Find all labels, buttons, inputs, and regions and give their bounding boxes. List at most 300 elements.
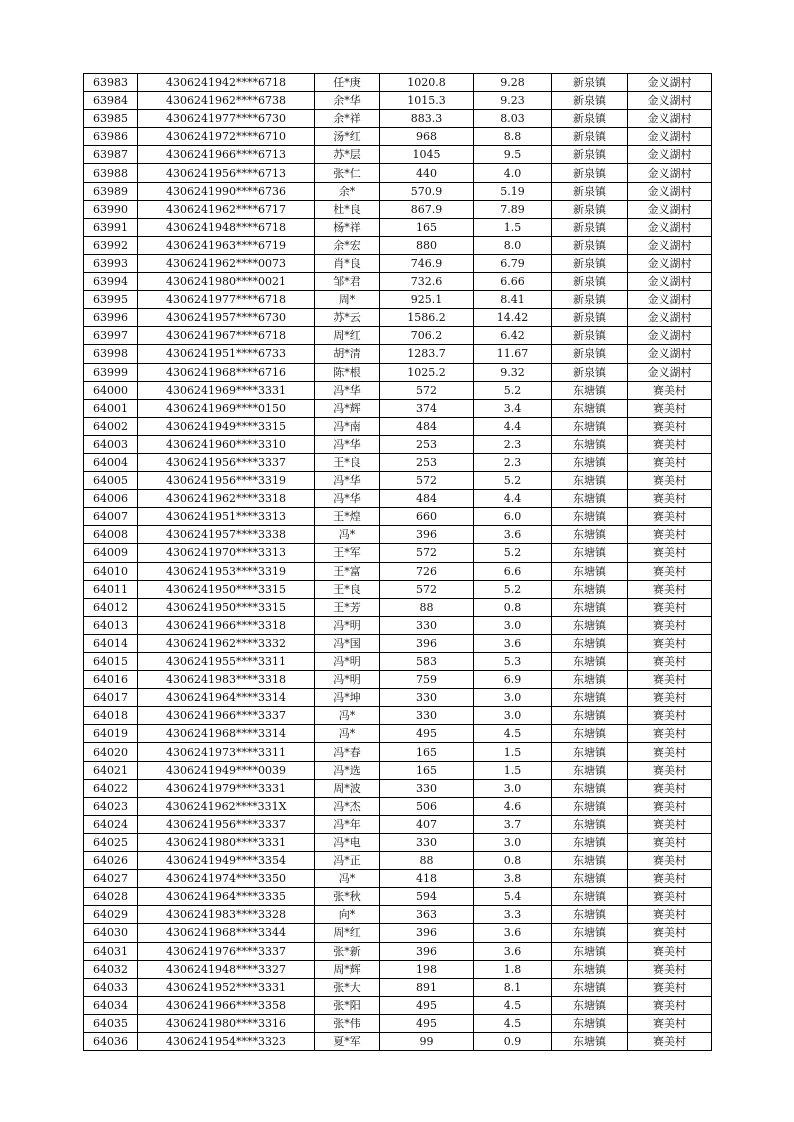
table-row (84, 526, 712, 544)
cell-amount: 880 (380, 236, 474, 254)
cell-amount: 660 (380, 508, 474, 526)
cell-town: 东塘镇 (552, 381, 628, 399)
cell-village: 赛美村 (628, 417, 712, 435)
cell-row-number: 64006 (84, 490, 138, 508)
cell-town: 东塘镇 (552, 526, 628, 544)
cell-amount: 330 (380, 689, 474, 707)
cell-row-number: 64016 (84, 671, 138, 689)
cell-value: 3.8 (474, 870, 552, 888)
cell-name: 周*红 (315, 327, 380, 345)
cell-row-number: 64018 (84, 707, 138, 725)
cell-name: 肖*良 (315, 254, 380, 272)
cell-name: 冯* (315, 707, 380, 725)
cell-value: 3.0 (474, 779, 552, 797)
table-row (84, 634, 712, 652)
cell-village: 金义湖村 (628, 110, 712, 128)
cell-value: 9.23 (474, 92, 552, 110)
table-row (84, 960, 712, 978)
table-row (84, 345, 712, 363)
cell-id-number: 4306241962****3318 (138, 490, 315, 508)
cell-village: 赛美村 (628, 399, 712, 417)
cell-town: 东塘镇 (552, 580, 628, 598)
table-row (84, 381, 712, 399)
cell-town: 东塘镇 (552, 453, 628, 471)
cell-amount: 925.1 (380, 291, 474, 309)
cell-town: 东塘镇 (552, 906, 628, 924)
cell-name: 冯*国 (315, 634, 380, 652)
cell-id-number: 4306241967****6718 (138, 327, 315, 345)
cell-value: 5.4 (474, 888, 552, 906)
cell-value: 6.42 (474, 327, 552, 345)
cell-village: 金义湖村 (628, 128, 712, 146)
cell-name: 任*庚 (315, 74, 380, 92)
cell-row-number: 63997 (84, 327, 138, 345)
table-row (84, 399, 712, 417)
cell-id-number: 4306241956****3319 (138, 472, 315, 490)
cell-name: 余*华 (315, 92, 380, 110)
cell-amount: 363 (380, 906, 474, 924)
cell-id-number: 4306241966****3337 (138, 707, 315, 725)
cell-amount: 891 (380, 978, 474, 996)
cell-town: 东塘镇 (552, 852, 628, 870)
cell-town: 东塘镇 (552, 634, 628, 652)
cell-amount: 572 (380, 472, 474, 490)
cell-amount: 484 (380, 417, 474, 435)
cell-village: 赛美村 (628, 833, 712, 851)
cell-id-number: 4306241968****3344 (138, 924, 315, 942)
cell-name: 余* (315, 182, 380, 200)
cell-town: 东塘镇 (552, 562, 628, 580)
cell-value: 3.4 (474, 399, 552, 417)
cell-value: 8.8 (474, 128, 552, 146)
cell-town: 东塘镇 (552, 978, 628, 996)
cell-value: 4.6 (474, 797, 552, 815)
cell-id-number: 4306241960****3310 (138, 435, 315, 453)
table-row (84, 689, 712, 707)
cell-row-number: 63995 (84, 291, 138, 309)
cell-amount: 407 (380, 815, 474, 833)
cell-amount: 746.9 (380, 254, 474, 272)
cell-row-number: 64015 (84, 653, 138, 671)
cell-id-number: 4306241962****0073 (138, 254, 315, 272)
cell-village: 金义湖村 (628, 92, 712, 110)
cell-town: 东塘镇 (552, 725, 628, 743)
cell-name: 汤*红 (315, 128, 380, 146)
table-row (84, 870, 712, 888)
cell-village: 金义湖村 (628, 291, 712, 309)
cell-amount: 594 (380, 888, 474, 906)
cell-value: 6.6 (474, 562, 552, 580)
cell-name: 冯*华 (315, 490, 380, 508)
cell-row-number: 64004 (84, 453, 138, 471)
cell-name: 王*煌 (315, 508, 380, 526)
cell-village: 赛美村 (628, 671, 712, 689)
table-row (84, 273, 712, 291)
table-row (84, 653, 712, 671)
cell-amount: 570.9 (380, 182, 474, 200)
cell-village: 金义湖村 (628, 74, 712, 92)
cell-row-number: 63989 (84, 182, 138, 200)
cell-village: 金义湖村 (628, 164, 712, 182)
cell-amount: 330 (380, 707, 474, 725)
cell-amount: 1586.2 (380, 309, 474, 327)
cell-village: 赛美村 (628, 544, 712, 562)
cell-value: 5.3 (474, 653, 552, 671)
cell-id-number: 4306241949****0039 (138, 761, 315, 779)
cell-name: 张*大 (315, 978, 380, 996)
cell-village: 赛美村 (628, 743, 712, 761)
cell-village: 赛美村 (628, 653, 712, 671)
cell-town: 东塘镇 (552, 996, 628, 1014)
cell-village: 赛美村 (628, 634, 712, 652)
cell-row-number: 64030 (84, 924, 138, 942)
cell-amount: 330 (380, 616, 474, 634)
cell-value: 4.4 (474, 490, 552, 508)
cell-id-number: 4306241977****6730 (138, 110, 315, 128)
cell-village: 赛美村 (628, 580, 712, 598)
cell-village: 金义湖村 (628, 273, 712, 291)
cell-row-number: 63993 (84, 254, 138, 272)
cell-row-number: 63990 (84, 200, 138, 218)
cell-name: 向* (315, 906, 380, 924)
cell-id-number: 4306241956****3337 (138, 453, 315, 471)
cell-row-number: 64028 (84, 888, 138, 906)
table-row (84, 888, 712, 906)
cell-village: 金义湖村 (628, 363, 712, 381)
cell-town: 东塘镇 (552, 616, 628, 634)
cell-town: 东塘镇 (552, 472, 628, 490)
table-row (84, 852, 712, 870)
cell-row-number: 63985 (84, 110, 138, 128)
cell-row-number: 63992 (84, 236, 138, 254)
cell-id-number: 4306241980****3331 (138, 833, 315, 851)
table-row (84, 128, 712, 146)
cell-value: 9.32 (474, 363, 552, 381)
cell-id-number: 4306241983****3318 (138, 671, 315, 689)
table-row (84, 92, 712, 110)
cell-value: 14.42 (474, 309, 552, 327)
cell-town: 新泉镇 (552, 182, 628, 200)
cell-name: 冯*坤 (315, 689, 380, 707)
cell-village: 赛美村 (628, 1014, 712, 1032)
cell-row-number: 63998 (84, 345, 138, 363)
cell-id-number: 4306241964****3314 (138, 689, 315, 707)
cell-town: 新泉镇 (552, 236, 628, 254)
cell-name: 王*良 (315, 453, 380, 471)
cell-name: 杜*良 (315, 200, 380, 218)
cell-value: 3.6 (474, 634, 552, 652)
cell-village: 赛美村 (628, 381, 712, 399)
cell-town: 东塘镇 (552, 870, 628, 888)
cell-value: 3.6 (474, 526, 552, 544)
table-row (84, 942, 712, 960)
cell-town: 东塘镇 (552, 707, 628, 725)
table-row (84, 833, 712, 851)
cell-value: 8.1 (474, 978, 552, 996)
table-row (84, 200, 712, 218)
cell-town: 东塘镇 (552, 888, 628, 906)
cell-town: 新泉镇 (552, 218, 628, 236)
cell-amount: 374 (380, 399, 474, 417)
cell-id-number: 4306241963****6719 (138, 236, 315, 254)
cell-village: 金义湖村 (628, 345, 712, 363)
cell-row-number: 63996 (84, 309, 138, 327)
cell-town: 东塘镇 (552, 1032, 628, 1050)
cell-amount: 495 (380, 1014, 474, 1032)
cell-amount: 1020.8 (380, 74, 474, 92)
cell-row-number: 64007 (84, 508, 138, 526)
cell-name: 余*祥 (315, 110, 380, 128)
cell-value: 8.41 (474, 291, 552, 309)
cell-name: 冯*华 (315, 472, 380, 490)
cell-village: 赛美村 (628, 707, 712, 725)
cell-name: 冯* (315, 725, 380, 743)
cell-name: 张*秋 (315, 888, 380, 906)
cell-town: 东塘镇 (552, 435, 628, 453)
cell-village: 赛美村 (628, 797, 712, 815)
cell-value: 8.03 (474, 110, 552, 128)
cell-row-number: 64012 (84, 598, 138, 616)
cell-row-number: 64008 (84, 526, 138, 544)
cell-value: 9.28 (474, 74, 552, 92)
cell-id-number: 4306241948****3327 (138, 960, 315, 978)
cell-id-number: 4306241949****3354 (138, 852, 315, 870)
cell-row-number: 64014 (84, 634, 138, 652)
cell-name: 冯*电 (315, 833, 380, 851)
cell-id-number: 4306241962****3332 (138, 634, 315, 652)
cell-id-number: 4306241970****3313 (138, 544, 315, 562)
cell-id-number: 4306241969****3331 (138, 381, 315, 399)
cell-town: 东塘镇 (552, 399, 628, 417)
cell-row-number: 64034 (84, 996, 138, 1014)
cell-row-number: 63987 (84, 146, 138, 164)
cell-amount: 396 (380, 924, 474, 942)
cell-id-number: 4306241962****6717 (138, 200, 315, 218)
cell-row-number: 64000 (84, 381, 138, 399)
cell-village: 赛美村 (628, 761, 712, 779)
cell-value: 3.3 (474, 906, 552, 924)
table-row (84, 254, 712, 272)
table-row (84, 110, 712, 128)
cell-town: 东塘镇 (552, 779, 628, 797)
cell-row-number: 64025 (84, 833, 138, 851)
cell-row-number: 63991 (84, 218, 138, 236)
cell-id-number: 4306241956****6713 (138, 164, 315, 182)
cell-name: 冯*杰 (315, 797, 380, 815)
cell-amount: 1025.2 (380, 363, 474, 381)
cell-value: 5.2 (474, 544, 552, 562)
cell-value: 2.3 (474, 453, 552, 471)
cell-name: 苏*层 (315, 146, 380, 164)
table-row (84, 779, 712, 797)
cell-name: 王*军 (315, 544, 380, 562)
cell-town: 东塘镇 (552, 653, 628, 671)
table-row (84, 924, 712, 942)
cell-row-number: 64023 (84, 797, 138, 815)
cell-village: 赛美村 (628, 942, 712, 960)
cell-town: 新泉镇 (552, 327, 628, 345)
cell-value: 0.9 (474, 1032, 552, 1050)
table-row (84, 453, 712, 471)
cell-id-number: 4306241953****3319 (138, 562, 315, 580)
cell-row-number: 64032 (84, 960, 138, 978)
cell-village: 赛美村 (628, 508, 712, 526)
table-row (84, 417, 712, 435)
cell-village: 赛美村 (628, 490, 712, 508)
cell-id-number: 4306241955****3311 (138, 653, 315, 671)
cell-town: 新泉镇 (552, 254, 628, 272)
cell-row-number: 64002 (84, 417, 138, 435)
cell-village: 赛美村 (628, 870, 712, 888)
cell-id-number: 4306241950****3315 (138, 580, 315, 598)
cell-value: 3.6 (474, 924, 552, 942)
cell-village: 赛美村 (628, 689, 712, 707)
cell-row-number: 63986 (84, 128, 138, 146)
cell-value: 4.5 (474, 1014, 552, 1032)
cell-value: 6.0 (474, 508, 552, 526)
cell-amount: 1045 (380, 146, 474, 164)
cell-town: 新泉镇 (552, 273, 628, 291)
cell-row-number: 63983 (84, 74, 138, 92)
cell-row-number: 63999 (84, 363, 138, 381)
cell-value: 3.6 (474, 942, 552, 960)
cell-value: 0.8 (474, 852, 552, 870)
cell-id-number: 4306241973****3311 (138, 743, 315, 761)
table-row (84, 797, 712, 815)
cell-village: 赛美村 (628, 616, 712, 634)
cell-amount: 418 (380, 870, 474, 888)
cell-id-number: 4306241957****6730 (138, 309, 315, 327)
cell-id-number: 4306241968****6716 (138, 363, 315, 381)
cell-id-number: 4306241972****6710 (138, 128, 315, 146)
cell-id-number: 4306241957****3338 (138, 526, 315, 544)
cell-name: 周*波 (315, 779, 380, 797)
cell-value: 1.5 (474, 761, 552, 779)
cell-row-number: 63994 (84, 273, 138, 291)
cell-town: 东塘镇 (552, 689, 628, 707)
cell-village: 金义湖村 (628, 236, 712, 254)
cell-name: 冯*华 (315, 435, 380, 453)
cell-id-number: 4306241966****6713 (138, 146, 315, 164)
cell-id-number: 4306241962****6738 (138, 92, 315, 110)
table-row (84, 435, 712, 453)
cell-amount: 867.9 (380, 200, 474, 218)
data-table (83, 73, 712, 1051)
cell-row-number: 64027 (84, 870, 138, 888)
cell-village: 赛美村 (628, 779, 712, 797)
table-row (84, 236, 712, 254)
cell-town: 新泉镇 (552, 92, 628, 110)
cell-id-number: 4306241969****0150 (138, 399, 315, 417)
cell-value: 4.5 (474, 996, 552, 1014)
cell-village: 金义湖村 (628, 327, 712, 345)
cell-village: 赛美村 (628, 472, 712, 490)
table-row (84, 472, 712, 490)
cell-value: 11.67 (474, 345, 552, 363)
cell-amount: 572 (380, 381, 474, 399)
cell-value: 3.7 (474, 815, 552, 833)
cell-village: 赛美村 (628, 725, 712, 743)
cell-amount: 198 (380, 960, 474, 978)
cell-id-number: 4306241976****3337 (138, 942, 315, 960)
cell-town: 东塘镇 (552, 544, 628, 562)
table-row (84, 490, 712, 508)
cell-name: 冯*明 (315, 653, 380, 671)
table-row (84, 598, 712, 616)
table-row (84, 327, 712, 345)
cell-town: 东塘镇 (552, 743, 628, 761)
table-row (84, 544, 712, 562)
cell-name: 冯*春 (315, 743, 380, 761)
cell-row-number: 64022 (84, 779, 138, 797)
cell-row-number: 64035 (84, 1014, 138, 1032)
cell-village: 赛美村 (628, 526, 712, 544)
table-row (84, 707, 712, 725)
cell-amount: 88 (380, 598, 474, 616)
cell-town: 东塘镇 (552, 960, 628, 978)
cell-amount: 583 (380, 653, 474, 671)
table-body (84, 74, 712, 1051)
cell-value: 4.4 (474, 417, 552, 435)
cell-row-number: 64036 (84, 1032, 138, 1050)
cell-amount: 726 (380, 562, 474, 580)
cell-id-number: 4306241983****3328 (138, 906, 315, 924)
cell-amount: 759 (380, 671, 474, 689)
cell-town: 东塘镇 (552, 761, 628, 779)
cell-value: 8.0 (474, 236, 552, 254)
cell-village: 金义湖村 (628, 200, 712, 218)
cell-value: 0.8 (474, 598, 552, 616)
cell-village: 金义湖村 (628, 254, 712, 272)
cell-village: 赛美村 (628, 598, 712, 616)
cell-name: 陈*根 (315, 363, 380, 381)
cell-village: 赛美村 (628, 906, 712, 924)
table-row (84, 815, 712, 833)
cell-row-number: 64009 (84, 544, 138, 562)
cell-row-number: 63988 (84, 164, 138, 182)
cell-row-number: 64026 (84, 852, 138, 870)
cell-village: 赛美村 (628, 562, 712, 580)
table-row (84, 996, 712, 1014)
cell-amount: 495 (380, 996, 474, 1014)
cell-row-number: 64011 (84, 580, 138, 598)
cell-amount: 572 (380, 580, 474, 598)
table-row (84, 562, 712, 580)
table-row (84, 146, 712, 164)
cell-amount: 732.6 (380, 273, 474, 291)
cell-village: 赛美村 (628, 960, 712, 978)
cell-village: 赛美村 (628, 815, 712, 833)
cell-name: 冯*华 (315, 381, 380, 399)
cell-id-number: 4306241951****3313 (138, 508, 315, 526)
cell-value: 6.66 (474, 273, 552, 291)
cell-town: 新泉镇 (552, 200, 628, 218)
cell-row-number: 64013 (84, 616, 138, 634)
cell-value: 9.5 (474, 146, 552, 164)
cell-row-number: 64010 (84, 562, 138, 580)
cell-town: 新泉镇 (552, 363, 628, 381)
cell-amount: 99 (380, 1032, 474, 1050)
cell-amount: 572 (380, 544, 474, 562)
cell-town: 东塘镇 (552, 598, 628, 616)
cell-row-number: 64005 (84, 472, 138, 490)
cell-village: 赛美村 (628, 1032, 712, 1050)
cell-town: 东塘镇 (552, 1014, 628, 1032)
cell-town: 东塘镇 (552, 815, 628, 833)
cell-value: 6.79 (474, 254, 552, 272)
cell-amount: 968 (380, 128, 474, 146)
cell-amount: 165 (380, 761, 474, 779)
